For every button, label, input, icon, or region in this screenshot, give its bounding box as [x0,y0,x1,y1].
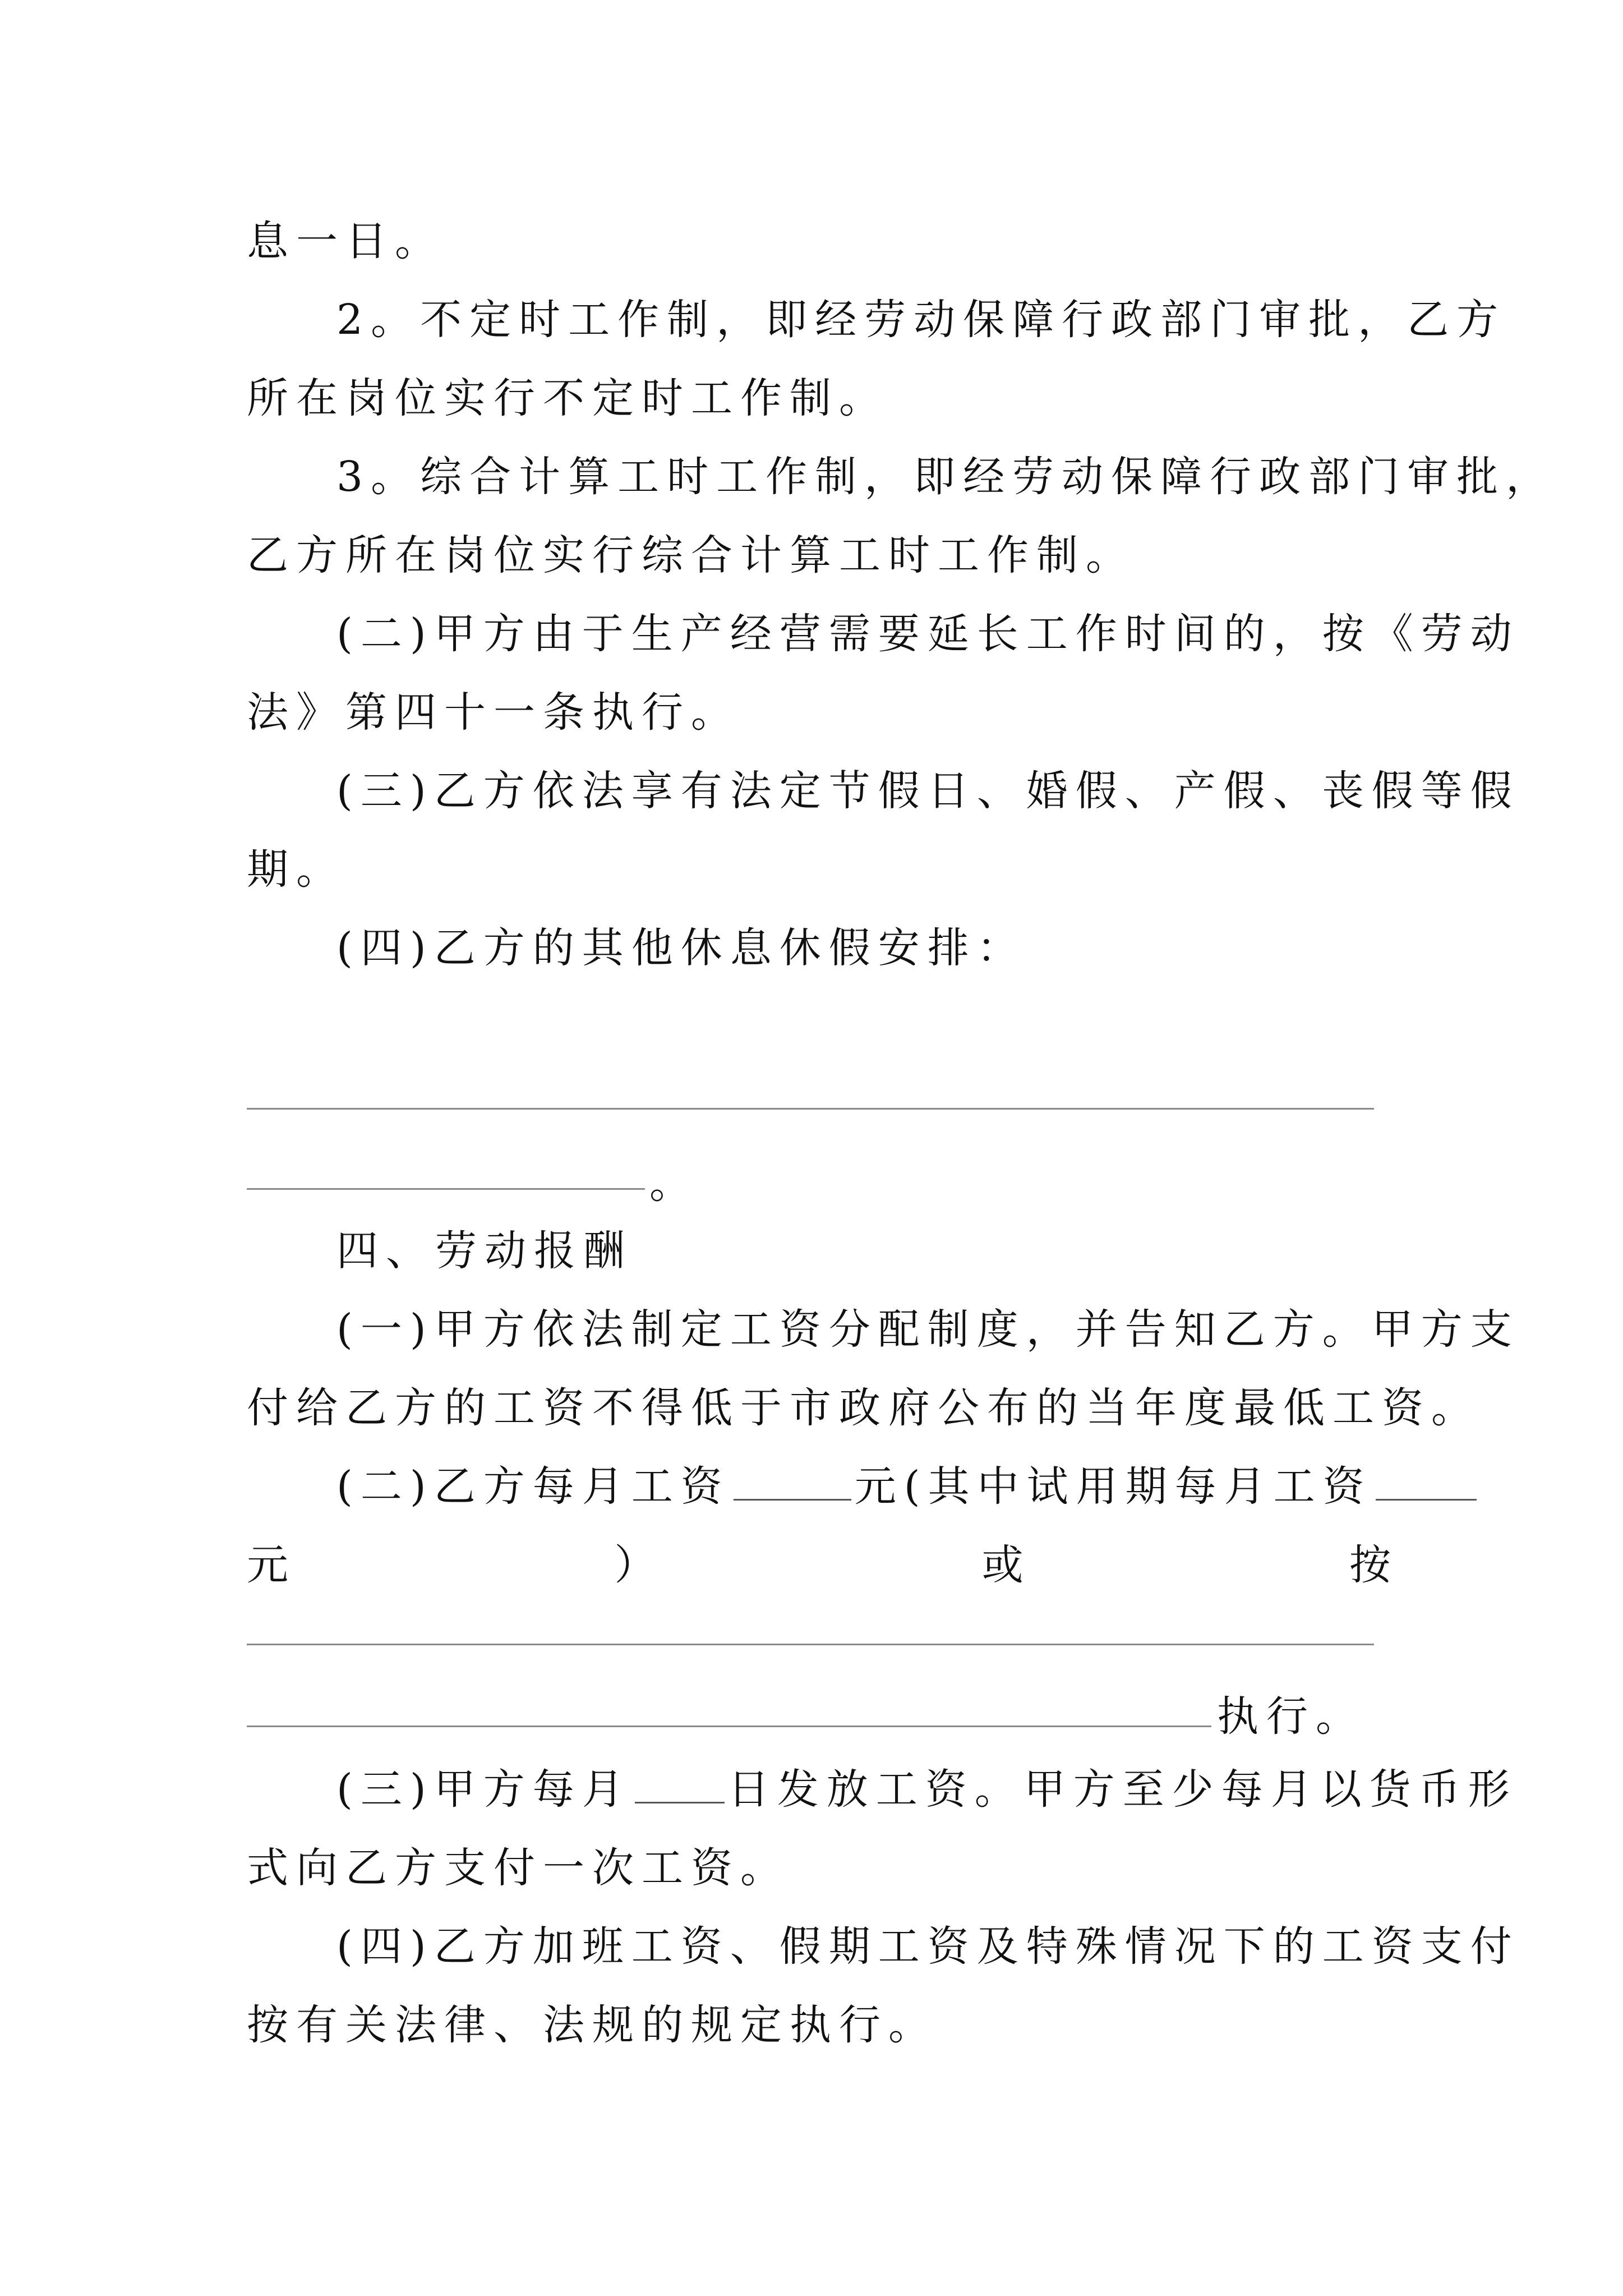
paragraph-line: (二)甲方由于生产经营需要延长工作时间的，按《劳动 [336,610,1520,658]
paragraph-line: (四)乙方的其他休息休假安排： [336,924,1026,972]
paragraph-line: 乙方所在岗位实行综合计算工时工作制。 [247,531,1135,579]
paragraph-line: 期。 [247,845,345,894]
text-run: (三)甲方每月 [336,1765,631,1814]
fill-in-blank-line[interactable] [247,1188,645,1190]
section-heading: 四、劳动报酬 [336,1227,633,1275]
paragraph-line: 息一日。 [247,217,444,265]
paragraph-line: (三)乙方依法享有法定节假日、婚假、产假、丧假等假 [336,767,1520,815]
paragraph-line: 付给乙方的工资不得低于市政府公布的当年度最低工资。 [247,1384,1481,1432]
paragraph-line: (一)甲方依法制定工资分配制度，并告知乙方。甲方支 [336,1305,1520,1354]
paragraph-line: 式向乙方支付一次工资。 [247,1844,790,1892]
text-run: (二)乙方每月工资 [336,1462,730,1511]
paragraph-line: 法》第四十一条执行。 [247,688,740,737]
paragraph-line [247,1537,1391,1593]
fill-in-blank-line[interactable] [247,1644,1374,1645]
paragraph-line: 执行。 [1217,1692,1365,1741]
text-run: 按 [1349,1541,1391,1589]
paragraph-line: (四)乙方加班工资、假期工资及特殊情况下的工资支付 [336,1922,1520,1971]
text-run: 元 [247,1541,288,1589]
text-run: 元(其中试用期每月工资 [854,1462,1372,1511]
fill-in-blank[interactable] [635,1767,725,1803]
text-run: ） [614,1541,656,1589]
paragraph-line [336,1761,1518,1818]
fill-in-blank[interactable] [1376,1464,1477,1501]
paragraph-line: 按有关法律、法规的规定执行。 [247,2001,938,2049]
paragraph-line: 3。综合计算工时工作制，即经劳动保障行政部门审批， [336,453,1556,501]
fill-in-blank-line[interactable] [247,1726,1211,1727]
paragraph-line: 2。不定时工作制，即经劳动保障行政部门审批，乙方 [336,296,1506,344]
paragraph-line: 所在岗位实行不定时工作制。 [247,374,888,422]
paragraph-line [336,1458,1391,1515]
text-run: 或 [981,1541,1023,1589]
paragraph-line: 。 [649,1159,699,1208]
fill-in-blank-line[interactable] [247,1108,1374,1110]
fill-in-blank[interactable] [734,1464,851,1501]
text-run: 日发放工资。甲方至少每月以货币形 [727,1765,1518,1814]
